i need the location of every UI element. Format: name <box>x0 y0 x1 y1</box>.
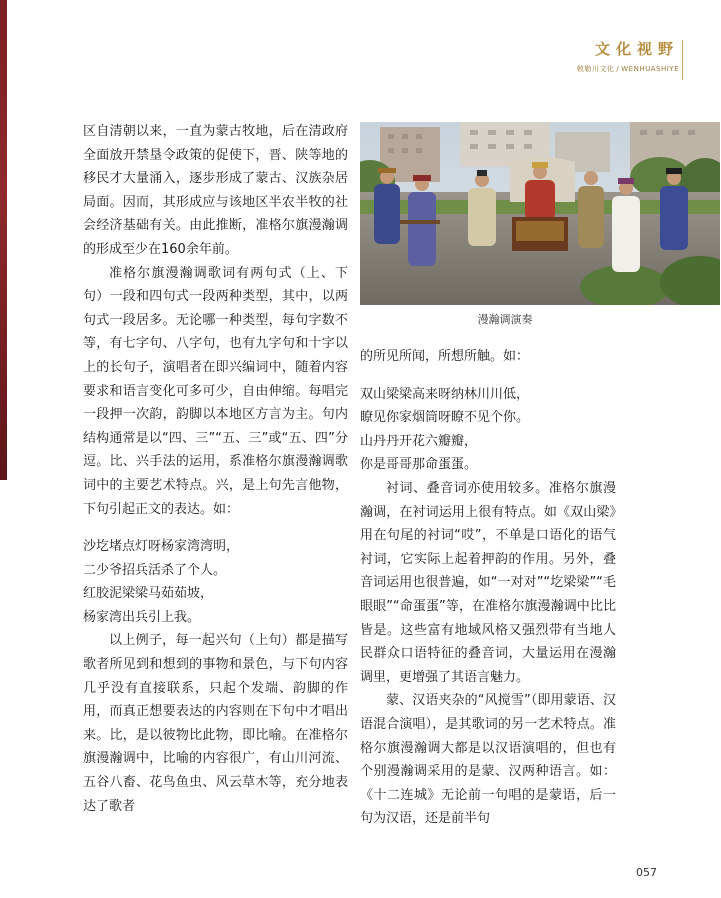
right-text-column <box>360 345 616 831</box>
section-title: 文化视野 <box>594 40 679 58</box>
left-paragraph-1: 区自清朝以来，一直为蒙古牧地，后在清政府全面放开禁垦令政策的促使下，晋、陕等地的移民才大量涌入，逐步形成了蒙古、汉族杂居局面。因而，其形成应与该地区半农半牧的社会经济基础有关。由此推断，准格尔旗漫瀚调的形成至少在160余年前。 <box>83 124 348 257</box>
left-verse-line: 二少爷招兵活杀了个人。 <box>83 562 227 578</box>
right-paragraph-1: 的所见所闻，所想所触。如： <box>360 349 530 364</box>
right-verse-line: 山丹丹开花六瓣瓣， <box>360 433 478 449</box>
section-subtitle-cn: 敕勒川文化 <box>576 65 615 73</box>
header-divider <box>682 40 683 80</box>
right-paragraph-3: 蒙、汉语夹杂的“风搅雪”（即用蒙语、汉语混合演唱），是其歌词的另一艺术特点。准格尔旗漫瀚调大都是以汉语演唱的，但也有个别漫瀚调采用的是蒙、汉两种语言。如：《十二连城》无论前一句唱的是蒙语，后一句为汉语，还是前半句 <box>360 693 616 827</box>
left-verse-line: 沙圪堵点灯呀杨家湾湾明， <box>83 539 240 555</box>
right-paragraph-2: 衬词、叠音词亦使用较多。准格尔旗漫瀚调，在衬词运用上很有特点。如《双山梁》用在句尾的衬词“哎”，不单是口语化的语气衬词，它实际上起着押韵的作用。另外，叠音词运用也很普遍，如“一对对”“圪梁梁”“毛眼眼”“命蛋蛋”等，在准格尔旗漫瀚调中比比皆是。这些富有地域风格又强烈带有当地人民群众口语特征的叠音词，大量运用在漫瀚调里，更增强了其语言魅力。 <box>360 480 616 685</box>
photo-caption: 漫瀚调演奏 <box>477 313 533 326</box>
left-verse-line: 杨家湾出兵引上我。 <box>83 609 201 625</box>
right-verse-line: 双山梁梁高来呀纳林川川低， <box>360 386 530 402</box>
performance-photo <box>360 122 720 305</box>
section-subtitle-en: WENHUASHIYE <box>621 65 679 73</box>
page-number: 057 <box>636 866 657 879</box>
left-paragraph-3: 以上例子，每一起兴句（上句）都是描写歌者所见到和想到的事物和景色，与下句内容几乎没有直接联系，只起个发端、韵脚的作用，而真正想要表达的内容则在下句中才唱出来。比，是以彼物比此物，即比喻。在准格尔旗漫瀚调中，比喻的内容很广，有山川河流、五谷八畜、花鸟鱼虫、风云草木等，充分地表达了歌者 <box>83 633 348 814</box>
section-subtitle-separator: / <box>616 65 620 73</box>
right-verse-line: 瞭见你家烟筒呀瞭不见个你。 <box>360 410 530 426</box>
left-verse-line: 红胶泥梁梁马茹茹坡， <box>83 586 214 602</box>
section-header <box>577 38 679 74</box>
left-text-column <box>83 120 348 818</box>
section-subtitle <box>577 64 679 74</box>
left-paragraph-2: 准格尔旗漫瀚调歌词有两句式（上、下句）一段和四句式一段两种类型，其中，以两句式一段居多。无论哪一种类型，每句字数不等，有七字句、八字句，也有九字句和十字以上的长句子，演唱者在即兴编词中，随着内容要求和语言变化可多可少，自由伸缩。每唱完一段押一次韵，韵脚以本地区方言为主。句内结构通常是以“四、三”“五、三”或“五、四”分逗。比、兴手法的运用，系准格尔旗漫瀚调歌词中的主要艺术特点。兴，是上句先言他物，下句引起正文的表达。如： <box>83 265 348 517</box>
right-verse-line: 你是哥哥那命蛋蛋。 <box>360 457 478 473</box>
decorative-left-stripe <box>0 0 7 480</box>
